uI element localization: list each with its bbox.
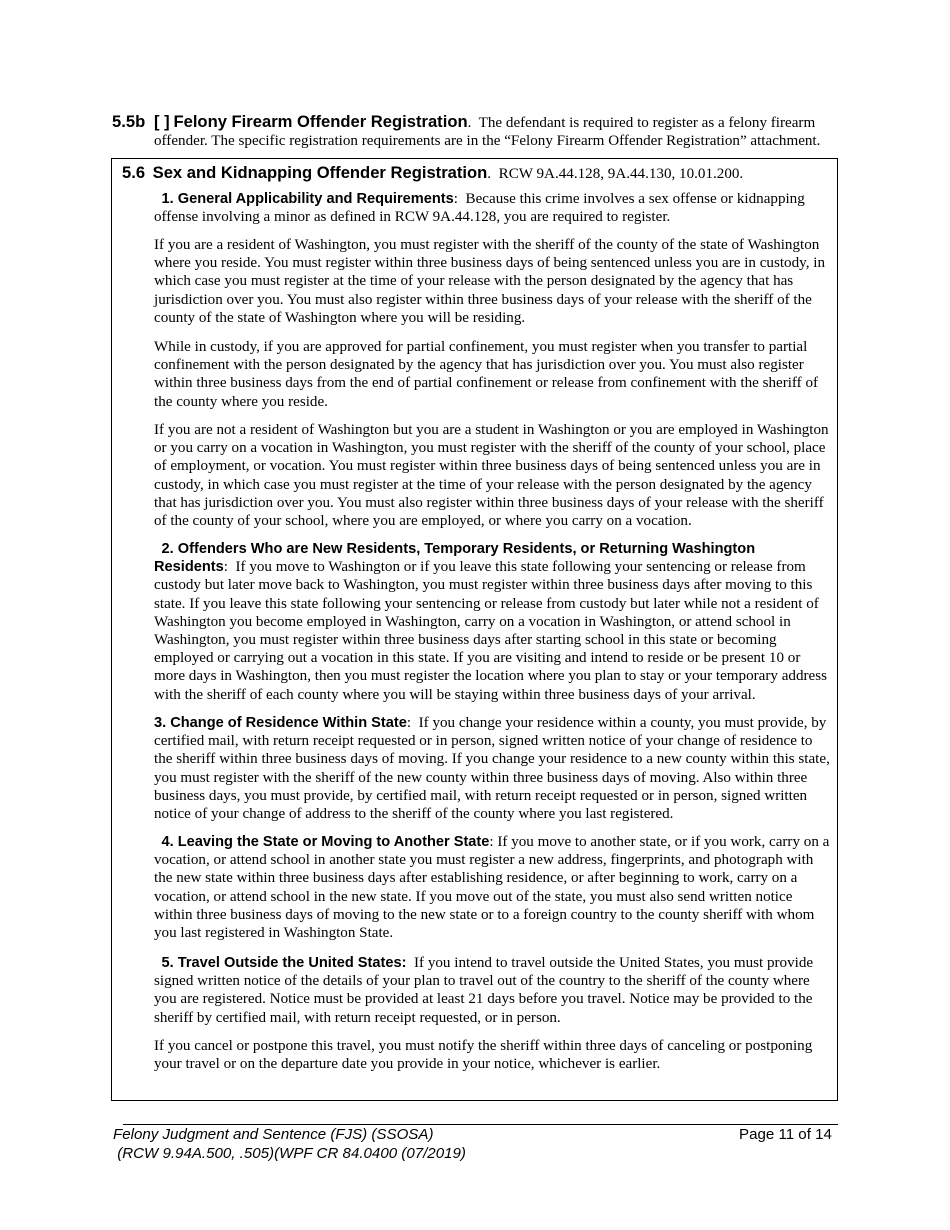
paragraph-heading: 2. Offenders Who are New Residents, Temporary Residents, or Returning Washington Residents [154, 541, 756, 576]
section-citation: RCW 9A.44.128, 9A.44.130, 10.01.200. [498, 166, 744, 182]
paragraph-text: If you change your residence within a county, you must provide, by certified mail, with return receipt requested or in person, signed written notice of your change of residence to the sheriff within three business days of moving. If you change your residence to a new county within this state, you must register with the sheriff of the new county within three business days of moving. Also within three business days, you must provide, by certified mail, with return receipt requested or in person, signed written notice of your change of address to the sheriff of the county where you last registered. [154, 715, 830, 823]
section-5-6-heading: 5.6 Sex and Kidnapping Offender Registration. RCW 9A.44.128, 9A.44.130, 10.01.200. [122, 163, 744, 182]
paragraph-heading: 5. Travel Outside the United States: [161, 955, 407, 971]
paragraph-general-applicability: 1. General Applicability and Requirements: Because this crime involves a sex offense or kidnapping offense involving a minor as defined in RCW 9A.44.128, you are required to register. [154, 191, 805, 226]
paragraph-text: If you intend to travel outside the United States, you must provide signed written notice of the details of your plan to travel out of the country to the sheriff of the county where you are registered. Notice must be provided at least 21 days before you travel. Notice may be provided to the sheriff by certified mail, with return receipt requested, or in person. [154, 955, 814, 1026]
section-number: 5.6 [122, 163, 146, 182]
paragraph-text: If you are a resident of Washington, you must register with the sheriff of the county of the state of Washington where you reside. You must register within three business days of being sentenced unless you are in custody, in which case you must register at the time of your release with the person designated by the agency that has jurisdiction over you. You must also register within three business days of your release with the sheriff of the county of the state of Washington where you will be residing. [154, 237, 825, 326]
paragraph-text: If you move to Washington or if you leave this state following your sentencing or release from custody but later move back to Washington, you must register within three business days after moving to this state. If you leave this state following your sentencing or release from custody but later while not a resident of Washington you become employed in Washington, carry on a vocation in Washington, or attend school in Washington, you must register within three business days after starting school in this state or becoming employed or carrying out a vocation in this state. If you are visiting and intend to reside or be present 10 or more days in Washington, then you must register the location where you plan to stay or your temporary address with the sheriff of each county where you will be staying within three business days of your arrival. [154, 559, 827, 703]
section-5-5b: 5.5b [ ] Felony Firearm Offender Registration. The defendant is required to register as a felony firearm offender. The specific registration requirements are in the “Felony Firearm Offender Registration” attachment. [112, 113, 840, 150]
paragraph-partial-confinement [154, 338, 830, 411]
paragraph-heading: 1. General Applicability and Requirements [161, 191, 454, 207]
paragraph-travel-outside-us [154, 954, 830, 1027]
section-number: 5.5b [112, 112, 146, 131]
paragraph-change-of-residence: 3. Change of Residence Within State: If you change your residence within a county, you must provide, by certified mail, with return receipt requested or in person, signed written notice of your change of residence to the sheriff within three business days of moving. If you change your residence to a new county within this state, you must register with the sheriff of the new county within three business days of moving. Also within three business days, you must provide, by certified mail, with return receipt requested or in person, signed written notice of your change of address to the sheriff of the county where you last registered. [154, 715, 830, 823]
checkbox: [ ] [154, 112, 170, 131]
paragraph-nonresident [154, 421, 830, 530]
paragraph-heading: 4. Leaving the State or Moving to Another State [161, 834, 490, 850]
page-number: Page 11 of 14 [739, 1126, 832, 1143]
paragraph-text: If you are not a resident of Washington but you are a student in Washington or you are employed in Washington or you carry on a vocation in Washington, you must register with the sheriff of the county of your school, place of employment, or vocation. You must register within three business days of being sentenced unless you are in custody, in which case you must register at the time of your release with the person designated by the agency that has jurisdiction over you. You must also register within three business days of your release with the sheriff of the county of your school, where you are employed, or where you carry on a vocation. [154, 422, 829, 530]
section-title: Sex and Kidnapping Offender Registration [152, 163, 488, 182]
section-body-continued: offender. The specific registration requirements are in the “Felony Firearm Offender Registration” attachment. [154, 133, 821, 150]
paragraph-text: Because this crime involves a sex offense or kidnapping offense involving a minor as defined in RCW 9A.44.128, you are required to register. [154, 191, 805, 226]
footer-form-info [113, 1126, 466, 1163]
footer-form-citation: (RCW 9.94A.500, .505)(WPF CR 84.0400 (07/2019) [113, 1144, 466, 1162]
section-title: Felony Firearm Offender Registration [173, 112, 468, 131]
paragraph-new-residents: 2. Offenders Who are New Residents, Temporary Residents, or Returning Washington Residents: If you move to Washington or if you leave this state following your sentencing or release from custody but later move back to Washington, you must register within three business days after moving to this state. If you leave this state following your sentencing or release from custody but later while not a resident of Washington you become employed in Washington, carry on a vocation in Washington, or attend school in Washington, you must register within three business days after starting school in this state or becoming employed or carrying out a vocation in this state. If you are visiting and intend to reside or be present 10 or more days in Washington, then you must register the location where you plan to stay or your temporary address with the sheriff of each county where you will be staying within three business days of your arrival. [154, 541, 827, 703]
paragraph-text: While in custody, if you are approved for partial confinement, you must register when you transfer to partial confinement with the person designated by the agency that has jurisdiction over you. You must also register within three business days from the end of partial confinement or release from confinement with the sheriff of the county where you reside. [154, 339, 819, 410]
paragraph-heading: 3. Change of Residence Within State [154, 715, 407, 731]
paragraph-leaving-state: 4. Leaving the State or Moving to Another State: If you move to another state, or if you work, carry on a vocation, or attend school in another state you must register a new address, fingerprints, and photograph with the new state within three business days after establishing residence, or after beginning to work, carry on a vocation, or attend school in the new state. If you move out of the state, you must also send written notice within three business days of moving to the new state or to a foreign country to the county sheriff with whom you last registered in Washington State. [154, 834, 830, 942]
section-body: The defendant is required to register as a felony firearm [478, 115, 816, 131]
footer-divider [123, 1124, 838, 1125]
paragraph-cancel-travel [154, 1037, 830, 1073]
paragraph-text: If you cancel or postpone this travel, you must notify the sheriff within three days of canceling or postponing your travel or on the departure date you provide in your notice, whichever is earlier. [154, 1038, 813, 1073]
paragraph-text: If you move to another state, or if you work, carry on a vocation, or attend school in another state you must register a new address, fingerprints, and photograph with the new state within three business days after establishing residence, or after beginning to work, carry on a vocation, or attend school in the new state. If you move out of the state, you must also send written notice within three business days of moving to the new state or to a foreign country to the county sheriff with whom you last registered in Washington State. [154, 834, 830, 942]
footer-form-title: Felony Judgment and Sentence (FJS) (SSOSA) [113, 1126, 434, 1143]
paragraph-resident [154, 236, 830, 327]
registration-box [111, 158, 838, 1101]
